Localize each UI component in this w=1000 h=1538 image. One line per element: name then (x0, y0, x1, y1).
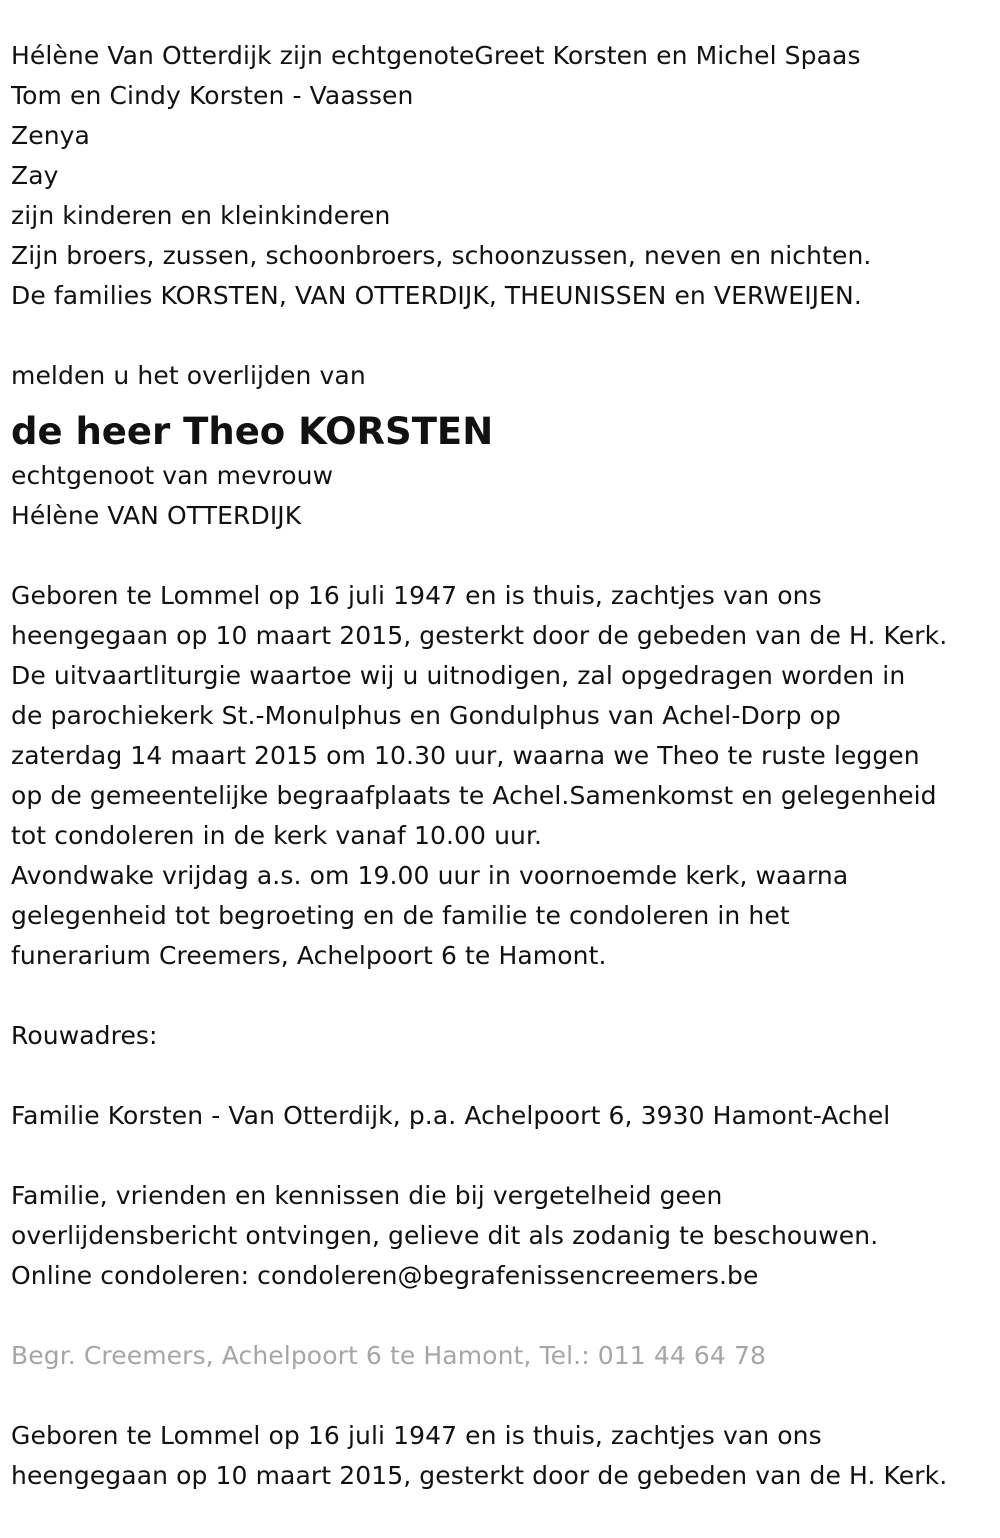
spouse-line: Hélène VAN OTTERDIJK (11, 501, 302, 530)
address-label: Rouwadres: (11, 1021, 158, 1050)
family-line: Zay (11, 161, 59, 190)
repeat-line: Geboren te Lommel op 16 juli 1947 en is thuis, zachtjes van ons (11, 1421, 822, 1450)
spacer (11, 976, 996, 1016)
details-line: gelegenheid tot begroeting en de familie te condoleren in het (11, 901, 790, 930)
obituary (11, 36, 996, 1496)
family-line: zijn kinderen en kleinkinderen (11, 201, 391, 230)
deceased-name: de heer Theo KORSTEN (11, 410, 494, 453)
spacer (11, 316, 996, 356)
spacer (11, 1296, 996, 1336)
details-line: De uitvaartliturgie waartoe wij u uitnodigen, zal opgedragen worden in (11, 661, 906, 690)
spouse-line: echtgenoot van mevrouw (11, 461, 334, 490)
funeral-home-info: Begr. Creemers, Achelpoort 6 te Hamont, Tel.: 011 44 64 78 (11, 1341, 766, 1370)
family-line: Tom en Cindy Korsten - Vaassen (11, 81, 414, 110)
spacer (11, 1136, 996, 1176)
notice-line: Online condoleren: condoleren@begrafenissencreemers.be (11, 1261, 759, 1290)
details-section (11, 576, 996, 976)
details-line: heengegaan op 10 maart 2015, gesterkt door de gebeden van de H. Kerk. (11, 621, 948, 650)
details-line: Avondwake vrijdag a.s. om 19.00 uur in voornoemde kerk, waarna (11, 861, 849, 890)
spacer (11, 1056, 996, 1096)
repeat-line: heengegaan op 10 maart 2015, gesterkt door de gebeden van de H. Kerk. (11, 1461, 948, 1490)
details-line: funerarium Creemers, Achelpoort 6 te Hamont. (11, 941, 607, 970)
announcement-text: melden u het overlijden van (11, 361, 366, 390)
details-line: de parochiekerk St.-Monulphus en Gondulphus van Achel-Dorp op (11, 701, 841, 730)
address-value: Familie Korsten - Van Otterdijk, p.a. Achelpoort 6, 3930 Hamont-Achel (11, 1101, 891, 1130)
details-line: op de gemeentelijke begraafplaats te Achel.Samenkomst en gelegenheid (11, 781, 937, 810)
family-section (11, 36, 996, 316)
notice-line: Familie, vrienden en kennissen die bij vergetelheid geen (11, 1181, 723, 1210)
family-line: Zenya (11, 121, 90, 150)
family-line: Zijn broers, zussen, schoonbroers, schoonzussen, neven en nichten. (11, 241, 872, 270)
details-line: Geboren te Lommel op 16 juli 1947 en is thuis, zachtjes van ons (11, 581, 822, 610)
family-line: Hélène Van Otterdijk zijn echtgenoteGreet Korsten en Michel Spaas (11, 41, 861, 70)
spacer (11, 1376, 996, 1416)
notice-line: overlijdensbericht ontvingen, gelieve dit als zodanig te beschouwen. (11, 1221, 879, 1250)
family-line: De families KORSTEN, VAN OTTERDIJK, THEUNISSEN en VERWEIJEN. (11, 281, 862, 310)
repeat-section (11, 1416, 996, 1496)
notice-section (11, 1176, 996, 1296)
spouse-section (11, 456, 996, 536)
spacer (11, 536, 996, 576)
details-line: tot condoleren in de kerk vanaf 10.00 uur. (11, 821, 543, 850)
details-line: zaterdag 14 maart 2015 om 10.30 uur, waarna we Theo te ruste leggen (11, 741, 920, 770)
